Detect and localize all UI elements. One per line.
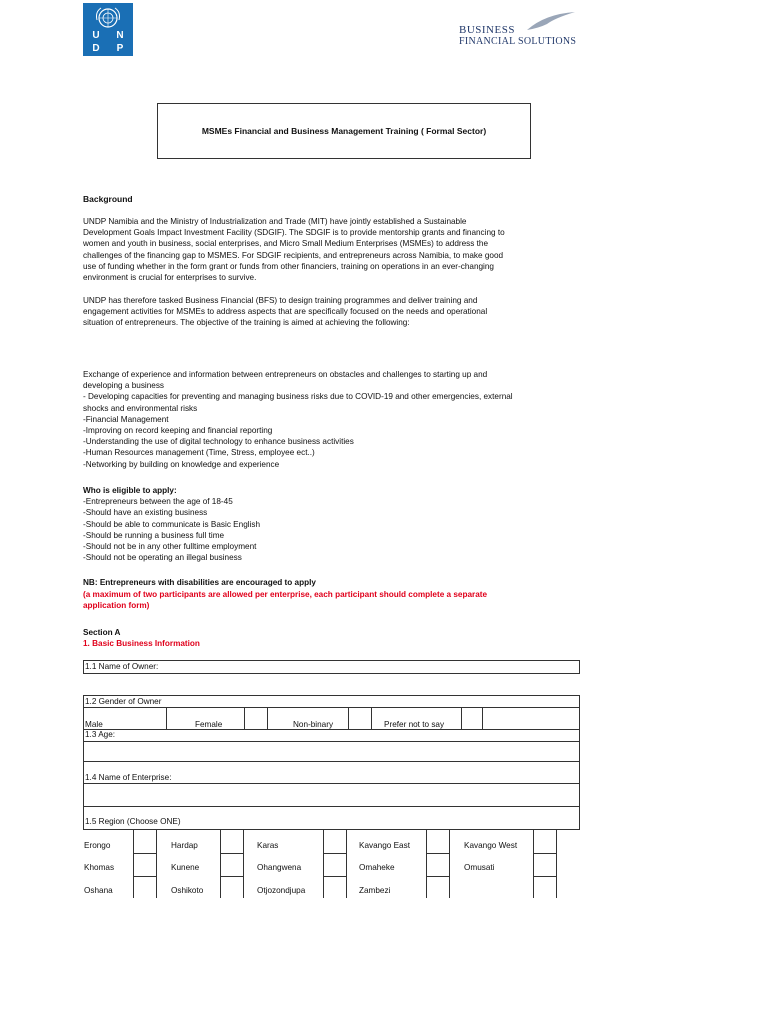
region-label: Ohangwena — [257, 863, 302, 872]
region-label: Otjozondjupa — [257, 886, 306, 895]
region-label: Khomas — [84, 863, 115, 872]
age-input[interactable] — [84, 741, 579, 761]
region-checkbox[interactable] — [133, 853, 156, 876]
region-label: Oshikoto — [171, 886, 204, 895]
field-label: 1.2 Gender of Owner — [85, 697, 162, 706]
paragraph-line: situation of entrepreneurs. The objective of the training is aimed at achieving the following: — [83, 318, 410, 328]
undp-letter: P — [116, 42, 124, 54]
region-grid — [83, 830, 557, 898]
background-paragraph-2 — [83, 295, 583, 329]
region-checkbox[interactable] — [426, 830, 449, 853]
owner-name-field[interactable] — [83, 660, 580, 674]
enterprise-name-input[interactable] — [84, 783, 579, 806]
region-label: Zambezi — [359, 886, 391, 895]
bfs-name-line2: FINANCIAL SOLUTIONS — [459, 36, 577, 47]
list-item: developing a business — [83, 381, 165, 391]
region-label: Kavango East — [359, 841, 410, 850]
undp-letter: N — [116, 30, 124, 41]
region-checkbox[interactable] — [323, 830, 346, 853]
section-subheading: 1. Basic Business Information — [83, 639, 200, 648]
list-item: -Financial Management — [83, 414, 169, 424]
region-label: Kavango West — [464, 841, 518, 850]
field-label: 1.5 Region (Choose ONE) — [85, 817, 181, 826]
region-checkbox[interactable] — [220, 830, 243, 853]
list-item: -Should not be operating an illegal business — [83, 553, 242, 563]
region-checkbox[interactable] — [323, 876, 346, 898]
paragraph-line: use of funding whether in the form grant or funds from other financiers, training on operations in an ever-changing — [83, 261, 494, 271]
background-heading: Background — [83, 194, 133, 204]
undp-letter: U — [92, 30, 100, 41]
paragraph-line: environment is crucial for enterprises to survive. — [83, 273, 257, 283]
list-item: -Should not be in any other fulltime employment — [83, 542, 257, 552]
objectives-list — [83, 369, 583, 470]
gender-prefer-not-checkbox[interactable] — [461, 707, 482, 729]
bfs-name-line1: BUSINESS — [459, 24, 515, 36]
region-checkbox[interactable] — [220, 876, 243, 898]
region-checkbox[interactable] — [533, 830, 556, 853]
region-label: Kunene — [171, 863, 200, 872]
list-item: shocks and environmental risks — [83, 403, 198, 413]
eligibility-section — [83, 485, 583, 563]
field-label: 1.4 Name of Enterprise: — [85, 773, 172, 782]
details-table — [83, 695, 580, 830]
region-checkbox[interactable] — [220, 853, 243, 876]
region-checkbox[interactable] — [133, 876, 156, 898]
region-label: Oshana — [84, 886, 113, 895]
bird-icon — [525, 10, 577, 32]
document-title: MSMEs Financial and Business Management Training ( Formal Sector) — [157, 103, 531, 159]
nb-note: NB: Entrepreneurs with disabilities are encouraged to apply — [83, 578, 316, 587]
list-item: -Networking by building on knowledge and experience — [83, 459, 280, 469]
list-item: -Should be running a business full time — [83, 530, 225, 540]
list-item: Exchange of experience and information between entrepreneurs on obstacles and challenges to starting up and — [83, 370, 488, 379]
region-label: Omusati — [464, 863, 495, 872]
region-label: Omaheke — [359, 863, 395, 872]
paragraph-line: Development Goals Impact Investment Facility (SDGIF). The SDGIF is to provide mentorship grants and financing to — [83, 228, 505, 238]
field-label: 1.1 Name of Owner: — [85, 662, 159, 671]
list-item: - Developing capacities for preventing and managing business risks due to COVID-19 and other emergencies, external — [83, 392, 513, 402]
section-label: Section A — [83, 628, 121, 637]
region-label: Hardap — [171, 841, 198, 850]
region-checkbox[interactable] — [323, 853, 346, 876]
list-item: -Should have an existing business — [83, 508, 208, 518]
eligibility-heading: Who is eligible to apply: — [83, 486, 177, 495]
list-item: -Entrepreneurs between the age of 18-45 — [83, 497, 233, 507]
region-label: Erongo — [84, 841, 111, 850]
gender-female-checkbox[interactable] — [244, 707, 267, 729]
gender-option-label: Male — [85, 720, 103, 729]
list-item: -Should be able to communicate is Basic English — [83, 519, 261, 529]
region-checkbox[interactable] — [426, 876, 449, 898]
list-item: -Improving on record keeping and financial reporting — [83, 426, 273, 436]
gender-option-label: Non-binary — [293, 720, 334, 729]
region-label: Karas — [257, 841, 279, 850]
field-label: 1.3 Age: — [85, 730, 116, 739]
gender-option-label: Female — [195, 720, 223, 729]
paragraph-line: challenges of the financing gap to MSMES. For SDGIF recipients, and entrepreneurs across Namibia, to make good — [83, 250, 504, 260]
bfs-logo — [455, 10, 580, 60]
region-checkbox[interactable] — [426, 853, 449, 876]
paragraph-line: UNDP has therefore tasked Business Financial (BFS) to design training programmes and deliver training and — [83, 296, 478, 305]
gender-nonbinary-checkbox[interactable] — [348, 707, 371, 729]
background-paragraph-1 — [83, 216, 583, 283]
paragraph-line: women and youth in business, social enterprises, and Micro Small Medium Enterprises (MSMEs) to address the — [83, 239, 488, 249]
gender-option-label: Prefer not to say — [384, 720, 445, 729]
region-checkbox[interactable] — [533, 853, 556, 876]
list-item: -Human Resources management (Time, Stress, employee ect..) — [83, 448, 315, 458]
undp-logo — [83, 3, 133, 56]
region-checkbox[interactable] — [133, 830, 156, 853]
un-emblem-icon — [93, 6, 123, 30]
paragraph-line: UNDP Namibia and the Ministry of Industrialization and Trade (MIT) have jointly established a Sustainable — [83, 217, 467, 226]
nb-red-note: (a maximum of two participants are allowed per enterprise, each participant should complete a separate — [83, 590, 488, 599]
paragraph-line: engagement activities for MSMEs to address aspects that are specifically focused on the needs and operational — [83, 307, 488, 317]
undp-letter: D — [92, 42, 100, 54]
region-checkbox[interactable] — [533, 876, 556, 898]
list-item: -Understanding the use of digital technology to enhance business activities — [83, 437, 354, 447]
nb-red-note: application form) — [83, 601, 150, 610]
